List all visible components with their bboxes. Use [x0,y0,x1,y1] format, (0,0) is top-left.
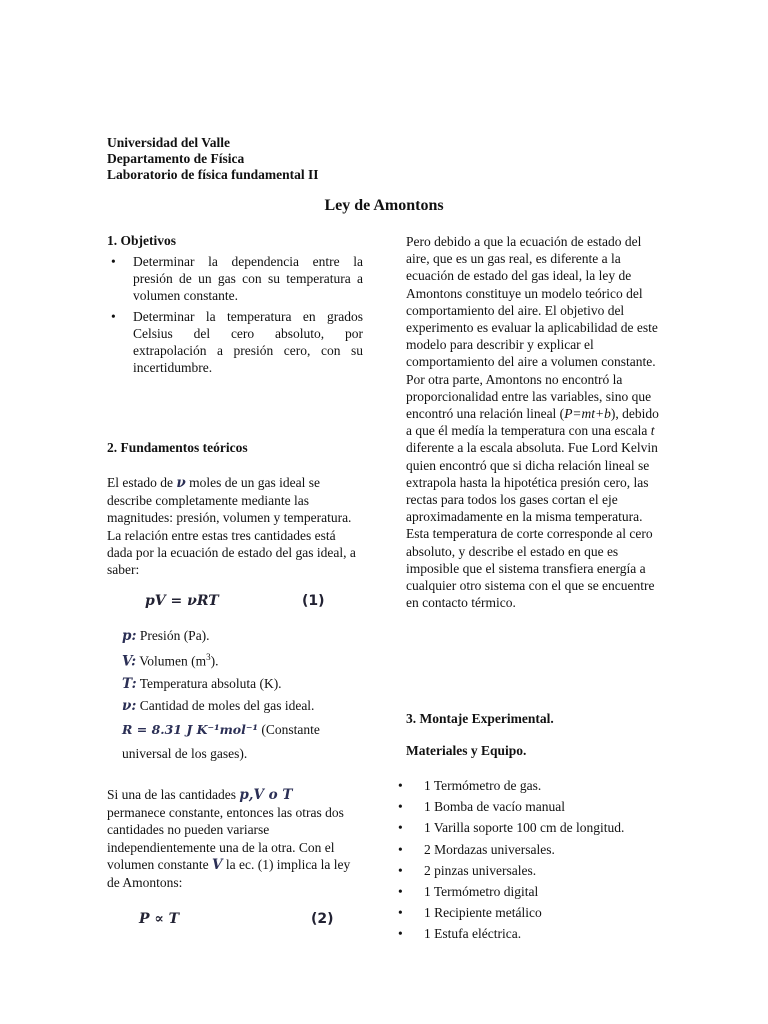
intro-text-a: El estado de [107,475,177,490]
document-header [107,135,319,183]
definition-row [122,698,314,714]
list-item [398,904,698,925]
def-separator: : [131,628,137,644]
material-text: 1 Bomba de vacío manual [424,799,565,815]
definition-text: Cantidad de moles del gas ideal. [136,698,315,713]
list-item [107,308,363,377]
list-item [398,862,698,883]
p-symbol: p [122,628,132,644]
equation-2: P ∝ T [139,911,180,927]
gas-constant-text: (Constante [257,722,320,737]
gas-constant-row-2: universal de los gases). [122,746,248,761]
objectives-list [107,253,363,376]
lab-name: Laboratorio de física fundamental II [107,167,319,182]
definition-row [122,652,219,670]
amontons-paragraph [107,786,363,891]
def-separator: : [131,676,137,692]
material-text: 1 Varilla soporte 100 cm de longitud. [424,820,625,836]
objective-text: Determinar la dependencia entre la presión de un gas con su temperatura a volumen constante. [133,254,363,304]
right-column-paragraph [406,233,662,611]
linear-equation: P=mt+b [564,406,611,422]
para2-text-b: permanece constante, entonces las otras dos cantidades no pueden variarse independientemente una de la otra. Con el volumen constante [107,805,344,872]
section-2-heading: 2. Fundamentos teóricos [107,440,248,455]
definition-tail: ). [210,653,219,669]
intro-paragraph [107,474,361,578]
def-separator: : [131,653,137,670]
material-text: 1 Termómetro digital [424,883,539,899]
bullet-glyph: • [398,883,403,899]
list-item [398,777,698,798]
v-symbol: V [122,653,132,670]
material-text: 2 Mordazas universales. [424,841,555,857]
department-name: Departamento de Física [107,151,245,166]
gas-constant-row [122,722,320,738]
material-text: 1 Estufa eléctrica. [424,926,522,942]
list-item [398,841,698,862]
bullet-glyph: • [398,841,403,857]
material-text: 1 Recipiente metálico [424,905,542,921]
nu-symbol: ν [176,475,186,491]
materials-subheading: Materiales y Equipo. [406,743,527,758]
page-title: Ley de Amontons [324,197,444,214]
superscript: 3 [206,652,211,662]
material-text: 1 Termómetro de gas. [424,778,542,793]
intro-text-b: moles de un gas ideal se describe completamente mediante las magnitudes: presión, volumen y temperatura. La relación entre estas tres cantidades está dada por la ecuación de estado del gas ideal, a saber: [107,475,356,578]
definition-row [122,628,210,644]
definition-row [122,676,282,692]
definition-text: Temperatura absoluta (K). [136,676,282,691]
nu-symbol: ν [122,698,132,714]
list-item [107,253,363,305]
definition-text: Presión (Pa). [136,628,210,643]
bullet-glyph: • [398,862,403,878]
bullet-glyph: • [111,254,116,269]
t-variable: t [650,423,655,439]
right-text-a: Pero debido a que la ecuación de estado del aire, que es un gas real, es diferente a la ecuación de estado del gas ideal, la ley de Amontons constituye un modelo teórico del comportamiento del aire. El objetivo del experimento es evaluar la aplicabilidad de este modelo para describir y explicar el comportamiento del aire a volumen constante. Por otra parte, Amontons no encontró la proporcionalidad entre las variables, sino que encontró una relación lineal ( [406,234,658,422]
pvt-symbols: p,V o T [239,787,293,803]
list-item [398,798,698,819]
list-item [398,883,698,904]
bullet-glyph: • [111,308,116,324]
bullet-glyph: • [398,820,403,836]
equation-2-number: (2) [311,911,334,927]
equation-1-number: (1) [302,593,325,609]
university-name: Universidad del Valle [107,135,231,150]
t-symbol: T [122,676,132,692]
list-item [398,925,698,946]
para2-text-a: Si una de las cantidades [107,787,240,802]
objective-text: Determinar la temperatura en grados Celsius del cero absoluto, por extrapolación a presión cero, con su incertidumbre. [133,308,363,376]
list-item [398,819,698,840]
bullet-glyph: • [398,778,403,793]
material-text: 2 pinzas universales. [424,862,537,878]
materials-list [398,777,698,947]
bullet-glyph: • [398,799,403,815]
right-text-b: ), debido a que él medía la temperatura con una escala [406,406,659,439]
definition-text: Volumen (m [136,653,207,669]
bullet-glyph: • [398,905,403,921]
v-symbol: V [211,856,223,873]
def-separator: : [131,698,137,714]
gas-constant-symbol: R = 8.31 J K⁻¹mol⁻¹ [122,722,258,737]
section-1-heading: 1. Objetivos [107,233,176,248]
para2-text-c: la ec. (1) implica la ley de Amontons: [107,856,351,891]
equation-1: pV = νRT [145,593,219,609]
bullet-glyph: • [398,926,403,942]
right-text-c: diferente a la escala absoluta. Fue Lord Kelvin quien encontró que si dicha relación lineal se extrapola hasta la hipotética presión cero, las rectas para todos los gases cortan el eje aproximadamente en la misma temperatura. Esta temperatura de corte corresponde al cero absoluto, y describe el estado en que es imposible que el sistema transfiera energía a cualquier otro sistema con el que se encuentre en contacto térmico. [406,440,658,611]
section-3-heading: 3. Montaje Experimental. [406,711,554,726]
